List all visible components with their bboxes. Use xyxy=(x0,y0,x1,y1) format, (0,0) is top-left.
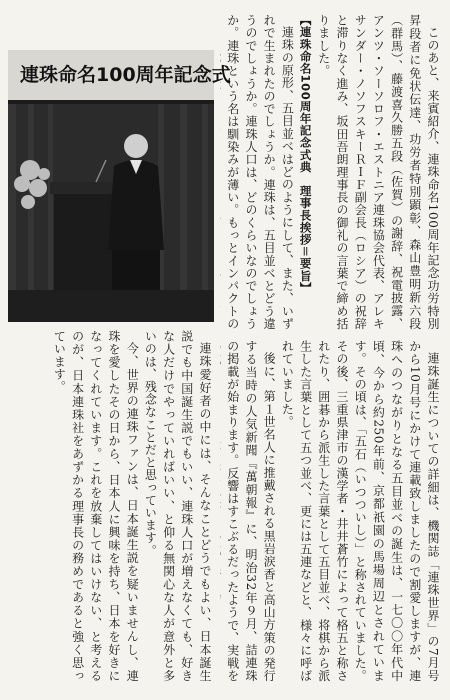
section-heading: 【連珠命名100周年記念式典 理事長挨拶＝要旨】 xyxy=(298,14,313,294)
article-column-2 xyxy=(8,330,214,682)
event-photo xyxy=(8,50,231,322)
paragraph-birth-history: 連珠誕生についての詳細は、機関誌「連珠世界」の7月号から10月号にかけて連載致しましたので割愛しますが、連珠へのつながりとなる五目並べの誕生は、一七〇〇年代中頃、今から約250年前、京都祇園の馬場周辺とされています。その頃は、「五石（いつついし）」と称されていました。その後、三重県津市の漢学者・井井蒼竹によって格五と称されたり、囲碁から派生した言葉として五目並べ、将棋から派生した言葉として五つ並べ、更には五連などと、様々に呼ばれていました。 xyxy=(280,340,440,682)
paragraph-opening: このあと、来賓紹介、連珠命名100周年記念功労特別昇段者に免状伝達、功労者特別顕彰、森山豊明新六段（群馬）、藤渡喜久勝五段（佐賀）の謝辞、祝電披露、アンツ・ソーソロフ・エストニア連珠協会代表、アレキサンダー・ノソフスキーＲＩＦ副会長（ロシア）の祝辞と滞りなく進み、坂田吾朗理事長の御礼の言葉で締め括りました。 xyxy=(316,14,440,330)
paragraph-world-fans: 今、世界の連珠ファンは、日本誕生説を疑いませんし、連珠を愛したその日から、日本人に興味を持ち、日本を好きになってくれています。これを放棄してはいけない、と考えるのが、日本連珠社をあずかる理事長の務めであると強く思っています。 xyxy=(52,330,140,682)
photo-banner-text: 連珠命名100周年記念式 xyxy=(20,64,231,86)
article-column-3 xyxy=(220,340,442,682)
ceremony-photo-graphic xyxy=(8,50,231,322)
paragraph-enthusiasts: 連珠愛好者の中には、そんなことどうでもよい、日本誕生説でも中国誕生説でもいい、連珠人口が増えなくても、好きな人だけでやっていればいい、と仰る無関心な人が意外と多いのは、残念なことだと思っています。 xyxy=(143,330,212,682)
article-column-1 xyxy=(220,14,442,330)
paragraph-naming: 後に、第１世名人に推戴される黒岩涙香と高山方策の発行する当時の人気新聞『萬朝報』に、明治32年９月、詰連珠の掲載が始まります。反響はすこぶるだったようで、実戦を xyxy=(225,340,277,682)
paragraph-origin: 連珠の原形、五目並べはどのようにして、また、いずれで生まれたのでしょうか。連珠は、五目並べとどう違うのでしょうか。連珠人口は、どのくらいなのでしょうか。連珠という名は馴染みが薄い。もっとインパクトの xyxy=(225,14,295,330)
